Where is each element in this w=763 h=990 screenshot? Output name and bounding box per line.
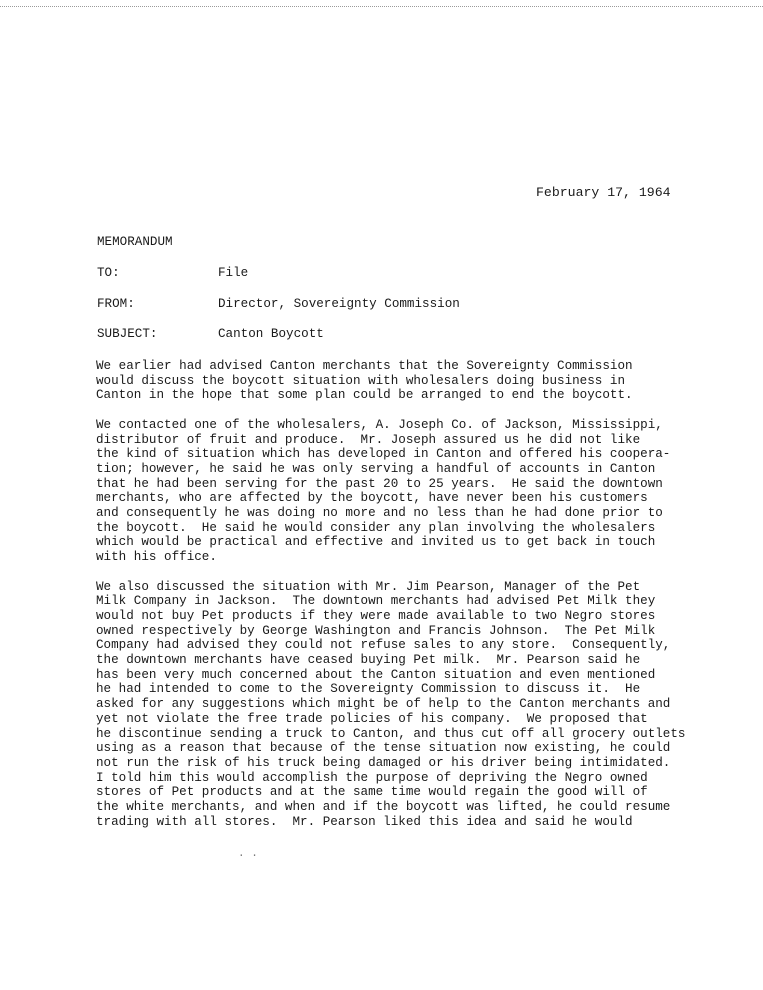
from-label: FROM: — [97, 297, 135, 311]
body-line: trading with all stores. Mr. Pearson liked this idea and said he would — [96, 814, 633, 829]
footer-mark: . . — [238, 848, 258, 860]
body-line: the boycott. He said he would consider any plan involving the wholesalers — [96, 520, 656, 535]
body-line: Canton in the hope that some plan could be arranged to end the boycott. — [96, 388, 633, 403]
body-line: owned respectively by George Washington and Francis Johnson. The Pet Milk — [96, 623, 656, 638]
subject-value: Canton Boycott — [218, 327, 324, 341]
paragraph-joseph-co — [96, 418, 708, 565]
body-line: tion; however, he said he was only serving a handful of accounts in Canton — [96, 461, 656, 476]
body-line: using as a reason that because of the tense situation now existing, he could — [96, 741, 671, 756]
body-line: the downtown merchants have ceased buying Pet milk. Mr. Pearson said he — [96, 653, 641, 668]
body-line: he had intended to come to the Sovereignty Commission to discuss it. He — [96, 682, 641, 697]
body-line: yet not violate the free trade policies of his company. We proposed that — [96, 711, 648, 726]
paragraph-pet-milk — [96, 580, 708, 830]
body-line: which would be practical and effective and invited us to get back in touch — [96, 535, 656, 550]
body-line: I told him this would accomplish the purpose of depriving the Negro owned — [96, 770, 648, 785]
memo-body — [96, 359, 708, 844]
to-label: TO: — [97, 266, 120, 280]
body-line: would not buy Pet products if they were made available to two Negro stores — [96, 608, 656, 623]
body-line: would discuss the boycott situation with wholesalers doing business in — [96, 373, 626, 388]
body-line: has been very much concerned about the Canton situation and even mentioned — [96, 667, 656, 682]
body-line: the white merchants, and when and if the boycott was lifted, he could resume — [96, 800, 671, 815]
to-value: File — [218, 266, 249, 280]
page-top-edge — [0, 0, 763, 7]
body-line: the kind of situation which has developed in Canton and offered his coopera- — [96, 447, 671, 462]
from-value: Director, Sovereignty Commission — [218, 297, 460, 311]
body-line: distributor of fruit and produce. Mr. Joseph assured us he did not like — [96, 432, 641, 447]
body-line: asked for any suggestions which might be of help to the Canton merchants and — [96, 697, 671, 712]
body-line: not run the risk of his truck being damaged or his driver being intimidated. — [96, 755, 671, 770]
memo-date: February 17, 1964 — [536, 185, 671, 200]
body-line: We earlier had advised Canton merchants that the Sovereignty Commission — [96, 359, 633, 373]
body-line: Milk Company in Jackson. The downtown merchants had advised Pet Milk they — [96, 594, 656, 609]
body-line: We also discussed the situation with Mr. Jim Pearson, Manager of the Pet — [96, 579, 641, 594]
body-line: and consequently he was doing no more and no less than he had done prior to — [96, 506, 663, 521]
body-line: merchants, who are affected by the boycott, have never been his customers — [96, 491, 648, 506]
memo-heading: MEMORANDUM — [97, 235, 173, 249]
body-line: that he had been serving for the past 20 to 25 years. He said the downtown — [96, 476, 663, 491]
subject-label: SUBJECT: — [97, 327, 158, 341]
paragraph-wholesaler-plan — [96, 359, 708, 403]
body-line: stores of Pet products and at the same time would regain the good will of — [96, 785, 648, 800]
body-line: with his office. — [96, 550, 217, 565]
body-line: We contacted one of the wholesalers, A. Joseph Co. of Jackson, Mississippi, — [96, 417, 663, 432]
body-line: he discontinue sending a truck to Canton, and thus cut off all grocery outlets — [96, 726, 686, 741]
body-line: Company had advised they could not refuse sales to any store. Consequently, — [96, 638, 671, 653]
